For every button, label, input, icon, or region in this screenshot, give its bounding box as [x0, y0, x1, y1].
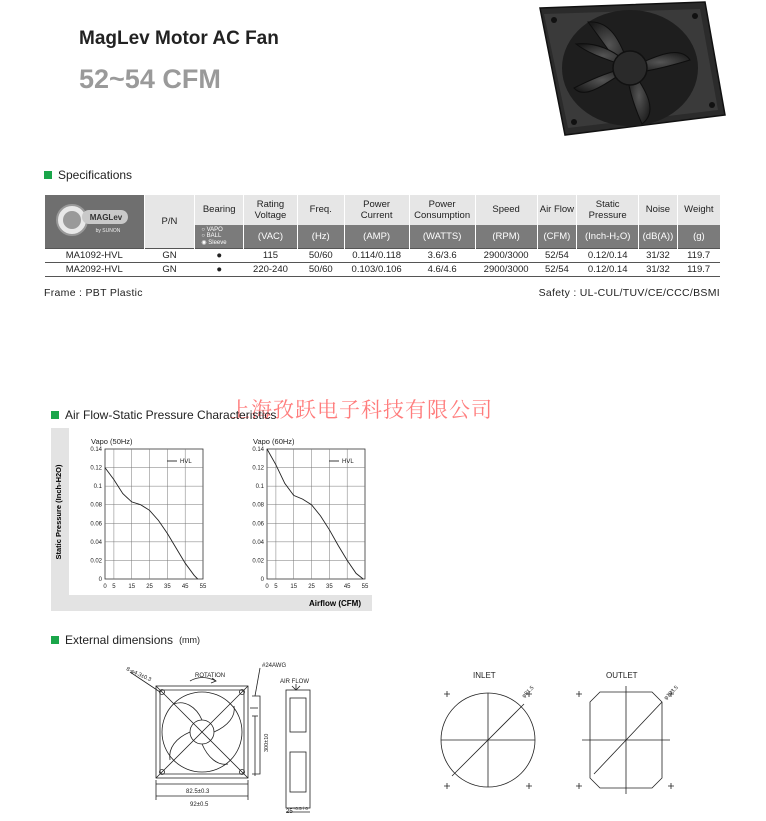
col-pn: P/N — [144, 195, 195, 249]
col-weight: Weight — [677, 195, 720, 225]
x-tick-label: 45 — [343, 584, 351, 590]
inlet-diameter-label: φ91.5 — [521, 685, 536, 700]
col-speed: Speed — [475, 195, 537, 225]
x-tick-label: 15 — [290, 584, 298, 590]
outlet-diameter-label: φ103.5 — [663, 684, 680, 702]
weight-cell: 119.7 — [677, 249, 720, 263]
x-tick-label: 0 — [103, 584, 107, 590]
inner-dim-label: 82.5±0.3 — [186, 789, 210, 795]
unit-freq: (Hz) — [297, 225, 344, 249]
x-tick-label: 25 — [146, 584, 153, 590]
depth-label: $25^{+0.5 / 0}$ — [286, 806, 308, 815]
legend-label: HVL — [342, 459, 354, 465]
pressure-cell: 0.12/0.14 — [577, 263, 639, 277]
chart-title: Vapo (50Hz) — [91, 437, 133, 446]
current-cell: 0.114/0.118 — [344, 249, 409, 263]
external-dimensions-heading: External dimensions (mm) — [51, 633, 200, 647]
power-cell: 3.6/3.6 — [409, 249, 475, 263]
bearing-legend: ○ VAPO ○ BALL ◉ Sleeve — [195, 225, 244, 249]
col-power: Power Consumption — [409, 195, 475, 225]
bearing-dot: ● — [195, 249, 244, 263]
airflow-pressure-charts — [51, 428, 372, 611]
noise-cell: 31/32 — [639, 263, 678, 277]
bearing-dot: ● — [195, 263, 244, 277]
legend-label: HVL — [180, 459, 192, 465]
unit-voltage: (VAC) — [244, 225, 298, 249]
y-tick-label: 0.08 — [90, 502, 102, 509]
noise-cell: 31/32 — [639, 249, 678, 263]
product-title: MagLev Motor AC Fan — [79, 28, 279, 49]
unit-weight: (g) — [677, 225, 720, 249]
safety-certifications-note: Safety : UL-CUL/TUV/CE/CCC/BSMI — [538, 287, 720, 299]
logo-sub: by SUNON — [95, 228, 121, 234]
col-airflow: Air Flow — [537, 195, 577, 225]
x-tick-label: 5 — [274, 584, 278, 590]
col-current: Power Current — [344, 195, 409, 225]
y-tick-label: 0.1 — [93, 484, 102, 491]
y-tick-label: 0.14 — [90, 447, 102, 453]
y-tick-label: 0.04 — [90, 539, 102, 546]
freq-cell: 50/60 — [297, 249, 344, 263]
outer-dim-label: 92±0.5 — [190, 802, 209, 808]
outlet-label: OUTLET — [606, 671, 638, 680]
chart-title: Vapo (60Hz) — [253, 437, 295, 446]
y-tick-label: 0.02 — [90, 558, 102, 565]
maglev-logo — [45, 195, 145, 249]
col-pressure: Static Pressure — [577, 195, 639, 225]
x-tick-label: 35 — [326, 584, 333, 590]
rotation-label: ROTATION — [195, 673, 226, 679]
fan-front-view — [130, 668, 260, 800]
weight-cell: 119.7 — [677, 263, 720, 277]
unit-pressure: (Inch-H₂O) — [577, 225, 639, 249]
x-tick-label: 0 — [265, 584, 269, 590]
y-tick-label: 0.12 — [252, 465, 264, 472]
table-row — [45, 249, 721, 263]
wire-gauge-label: #24AWG — [262, 663, 287, 669]
x-tick-label: 35 — [164, 584, 171, 590]
table-row — [45, 263, 721, 277]
x-tick-label: 45 — [181, 584, 189, 590]
pn-cell: GN — [144, 249, 195, 263]
x-tick-label: 5 — [112, 584, 116, 590]
y-tick-label: 0.12 — [90, 465, 102, 472]
y-tick-label: 0 — [260, 577, 264, 583]
company-watermark: 上海孜跃电子科技有限公司 — [229, 398, 493, 422]
logo-text: MAGLev — [89, 213, 122, 222]
voltage-cell: 115 — [244, 249, 298, 263]
airflow-cell: 52/54 — [537, 249, 577, 263]
voltage-cell: 220-240 — [244, 263, 298, 277]
y-tick-label: 0 — [98, 577, 102, 583]
green-bullet-icon — [51, 636, 59, 644]
x-axis-label: Airflow (CFM) — [309, 599, 361, 608]
unit-airflow: (CFM) — [537, 225, 577, 249]
frame-material-note: Frame : PBT Plastic — [44, 287, 143, 299]
y-tick-label: 0.02 — [252, 558, 264, 565]
speed-cell: 2900/3000 — [475, 263, 537, 277]
unit-current: (AMP) — [344, 225, 409, 249]
unit-speed: (RPM) — [475, 225, 537, 249]
y-tick-label: 0.06 — [252, 521, 264, 528]
model-cell: MA1092-HVL — [45, 249, 145, 263]
green-bullet-icon — [51, 411, 59, 419]
inlet-label: INLET — [473, 671, 496, 680]
col-noise: Noise — [639, 195, 678, 225]
pressure-cell: 0.12/0.14 — [577, 249, 639, 263]
inlet-view — [441, 691, 535, 789]
airflow-range-subtitle: 52~54 CFM — [79, 64, 221, 94]
speed-cell: 2900/3000 — [475, 249, 537, 263]
col-freq: Freq. — [297, 195, 344, 225]
unit-noise: (dB(A)) — [639, 225, 678, 249]
y-tick-label: 0.1 — [255, 484, 264, 491]
maglev-logo-icon — [46, 195, 143, 245]
dimension-drawings — [100, 656, 720, 821]
y-tick-label: 0.14 — [252, 447, 264, 453]
fan-side-view — [286, 684, 310, 812]
y-tick-label: 0.08 — [252, 502, 264, 509]
x-tick-label: 55 — [361, 584, 369, 590]
airflow-cell: 52/54 — [537, 263, 577, 277]
spec-table — [44, 195, 720, 277]
fan-photo — [530, 0, 730, 150]
col-bearing: Bearing — [195, 195, 244, 225]
air-flow-label: AIR FLOW — [280, 679, 310, 685]
y-tick-label: 0.04 — [252, 539, 264, 546]
model-cell: MA2092-HVL — [45, 263, 145, 277]
x-tick-label: 25 — [308, 584, 315, 590]
specifications-heading: Specifications — [44, 168, 132, 182]
col-voltage: Rating Voltage — [244, 195, 298, 225]
freq-cell: 50/60 — [297, 263, 344, 277]
x-tick-label: 15 — [128, 584, 136, 590]
holes-label: 8-φ4.3±0.3 — [125, 666, 152, 684]
y-axis-label: Static Pressure (Inch-H2O) — [54, 464, 63, 560]
green-bullet-icon — [44, 171, 52, 179]
airflow-pressure-heading: Air Flow-Static Pressure Characteristics — [51, 408, 276, 422]
pn-cell: GN — [144, 263, 195, 277]
outlet-view — [576, 686, 674, 794]
unit-power: (WATTS) — [409, 225, 475, 249]
power-cell: 4.6/4.6 — [409, 263, 475, 277]
wire-length-label: 300±10 — [264, 733, 270, 752]
current-cell: 0.103/0.106 — [344, 263, 409, 277]
y-tick-label: 0.06 — [90, 521, 102, 528]
x-tick-label: 55 — [199, 584, 207, 590]
